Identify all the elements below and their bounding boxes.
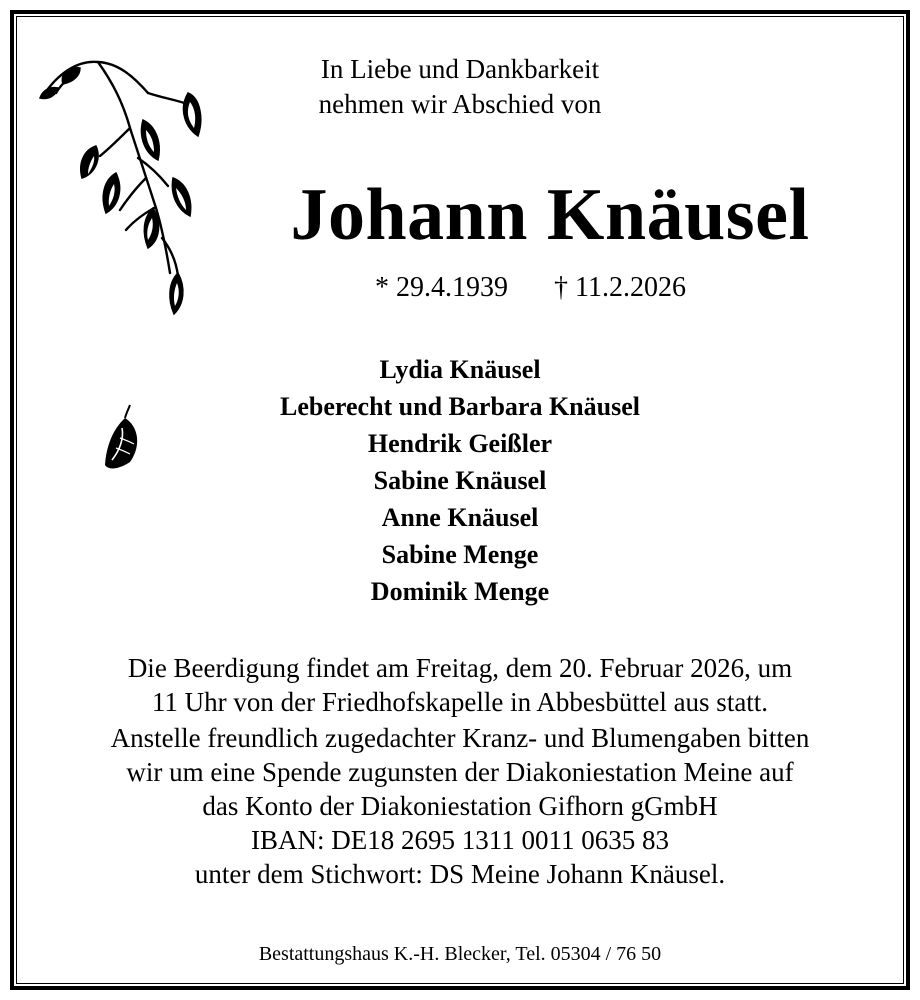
birth-date: * 29.4.1939 <box>375 272 508 303</box>
undertaker-footer: Bestattungshaus K.-H. Blecker, Tel. 05304 / 76 50 <box>258 943 662 965</box>
mourner-name: Sabine Menge <box>381 540 539 569</box>
mourner-name: Hendrik Geißler <box>367 429 553 458</box>
mourner-name: Anne Knäusel <box>381 503 539 532</box>
life-dates <box>375 270 686 306</box>
donation-line-1: Anstelle freundlich zugedachter Kranz- und Blumengaben bitten <box>110 723 810 753</box>
funeral-line-2: 11 Uhr von der Friedhofskapelle in Abbesbüttel aus statt. <box>151 687 769 717</box>
intro-line-2: nehmen wir Abschied von <box>318 89 602 119</box>
mourners-list <box>0 351 920 610</box>
funeral-line-1: Die Beerdigung findet am Freitag, dem 20. Februar 2026, um <box>127 653 793 683</box>
mourner-name: Sabine Knäusel <box>373 466 547 495</box>
donation-keyword: unter dem Stichwort: DS Meine Johann Knäusel. <box>194 859 726 889</box>
intro-text <box>0 52 920 122</box>
mourner-name: Dominik Menge <box>370 577 550 606</box>
iban: IBAN: DE18 2695 1311 0011 0635 83 <box>251 825 669 855</box>
donation-line-2: wir um eine Spende zugunsten der Diakoniestation Meine auf <box>126 757 794 787</box>
mourner-name: Lydia Knäusel <box>379 355 541 384</box>
deceased-name: Johann Knäusel <box>290 174 810 256</box>
intro-line-1: In Liebe und Dankbarkeit <box>320 54 600 84</box>
donation-line-3: das Konto der Diakoniestation Gifhorn gGmbH <box>202 791 718 821</box>
death-date: † 11.2.2026 <box>554 272 686 303</box>
mourner-name: Leberecht und Barbara Knäusel <box>280 392 640 421</box>
funeral-notice <box>0 651 920 891</box>
